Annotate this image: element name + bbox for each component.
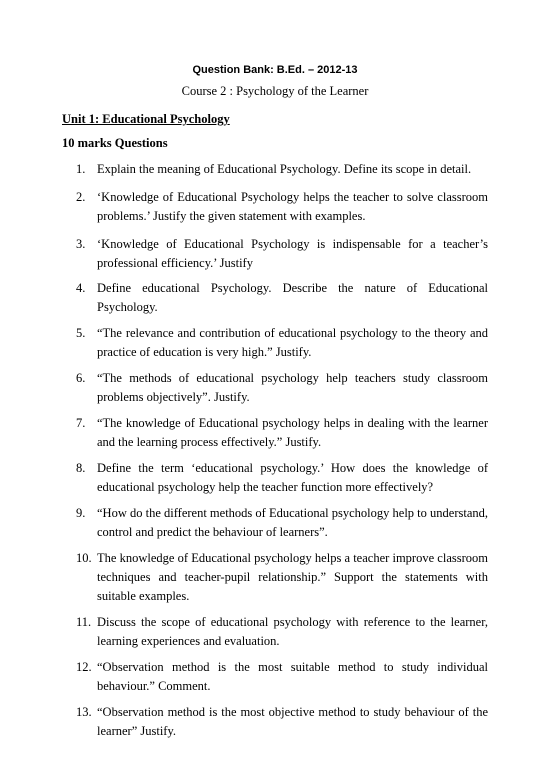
unit-heading: Unit 1: Educational Psychology (62, 112, 230, 126)
question-number: 1. (76, 162, 86, 176)
question-text: “How do the different methods of Educational psychology help to understand, control and predict the behaviour of learners”. (97, 506, 488, 539)
question-number: 5. (76, 326, 86, 340)
question-item (76, 459, 488, 497)
question-number: 12. (76, 660, 92, 674)
question-number: 3. (76, 237, 86, 251)
question-item (76, 324, 488, 362)
question-item (76, 279, 488, 317)
document-title: Question Bank: B.Ed. – 2012-13 (192, 64, 358, 76)
question-item (76, 235, 488, 273)
question-number: 8. (76, 461, 86, 475)
question-text: “The relevance and contribution of educational psychology to the theory and practice of education is very high.” Justify. (97, 326, 488, 359)
question-text: The knowledge of Educational psychology helps a teacher improve classroom techniques and teacher-pupil relationship.” Support the statements with suitable examples. (97, 551, 488, 603)
question-text: Define the term ‘educational psychology.’ How does the knowledge of educational psychology help the teacher function more effectively? (97, 461, 488, 494)
course-title: Course 2 : Psychology of the Learner (181, 84, 369, 98)
question-number: 4. (76, 281, 86, 295)
question-item (76, 369, 488, 407)
question-text: Discuss the scope of educational psychology with reference to the learner, learning experiences and evaluation. (97, 615, 488, 648)
question-text: Explain the meaning of Educational Psychology. Define its scope in detail. (97, 162, 472, 176)
question-text: “Observation method is the most objective method to study behaviour of the learner” Justify. (97, 705, 488, 738)
question-item (76, 160, 488, 179)
question-number: 7. (76, 416, 86, 430)
question-item (76, 613, 488, 651)
question-item (76, 414, 488, 452)
question-text: Define educational Psychology. Describe the nature of Educational Psychology. (97, 281, 488, 314)
question-item (76, 549, 488, 606)
question-item (76, 504, 488, 542)
question-text: ‘Knowledge of Educational Psychology helps the teacher to solve classroom problems.’ Justify the given statement with examples. (97, 190, 488, 223)
question-number: 2. (76, 190, 86, 204)
question-number: 9. (76, 506, 86, 520)
question-item (76, 658, 488, 696)
marks-heading: 10 marks Questions (62, 136, 168, 150)
question-text: ‘Knowledge of Educational Psychology is indispensable for a teacher’s professional efficiency.’ Justify (97, 237, 488, 270)
question-text: “The methods of educational psychology help teachers study classroom problems objectively”. Justify. (97, 371, 488, 404)
question-number: 11. (76, 615, 92, 629)
question-text: “Observation method is the most suitable method to study individual behaviour.” Comment. (97, 660, 488, 693)
question-number: 6. (76, 371, 86, 385)
question-text: “The knowledge of Educational psychology helps in dealing with the learner and the learning process effectively.” Justify. (97, 416, 488, 449)
question-item (76, 703, 488, 741)
question-number: 13. (76, 705, 92, 719)
question-item (76, 188, 488, 226)
question-number: 10. (76, 551, 92, 565)
